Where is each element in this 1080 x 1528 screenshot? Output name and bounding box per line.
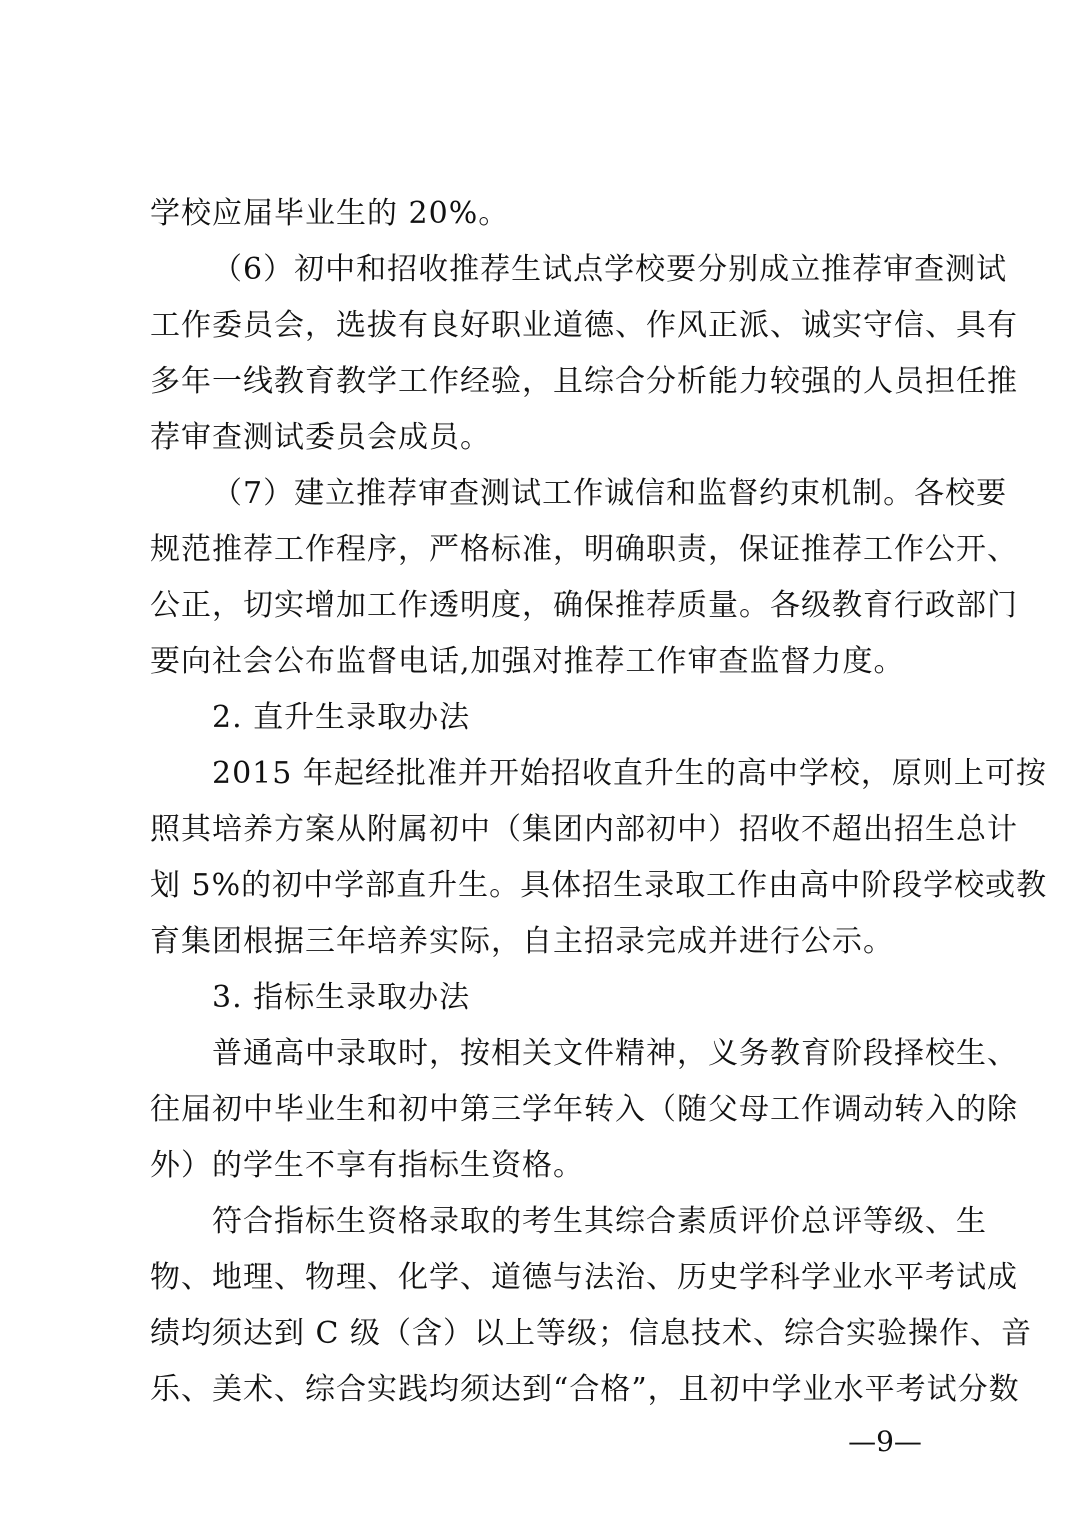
- text-line-1: 学校应届毕业生的 20%。: [150, 196, 510, 231]
- text-line-8: 公正，切实增加工作透明度，确保推荐质量。各级教育行政部门: [150, 588, 1018, 623]
- text-line-9: 要向社会公布监督电话,加强对推荐工作审查监督力度。: [150, 644, 905, 679]
- text-line-19: 符合指标生资格录取的考生其综合素质评价总评等级、生: [212, 1204, 987, 1239]
- text-line-5: 荐审查测试委员会成员。: [150, 420, 491, 455]
- text-line-6: （7）建立推荐审查测试工作诚信和监督约束机制。各校要: [212, 476, 1008, 511]
- text-line-17: 往届初中毕业生和初中第三学年转入（随父母工作调动转入的除: [150, 1092, 1018, 1127]
- text-line-4: 多年一线教育教学工作经验，且综合分析能力较强的人员担任推: [150, 364, 1018, 399]
- text-line-20: 物、地理、物理、化学、道德与法治、历史学科学业水平考试成: [150, 1260, 1018, 1295]
- text-line-18: 外）的学生不享有指标生资格。: [150, 1148, 584, 1183]
- text-line-14: 育集团根据三年培养实际，自主招录完成并进行公示。: [150, 924, 894, 959]
- text-line-7: 规范推荐工作程序，严格标准，明确职责，保证推荐工作公开、: [150, 532, 1018, 567]
- text-line-16: 普通高中录取时，按相关文件精神，义务教育阶段择校生、: [212, 1036, 1018, 1071]
- text-line-3: 工作委员会，选拔有良好职业道德、作风正派、诚实守信、具有: [150, 308, 1018, 343]
- text-line-12: 照其培养方案从附属初中（集团内部初中）招收不超出招生总计: [150, 812, 1018, 847]
- page-number: —9—: [848, 1425, 922, 1458]
- text-line-13: 划 5%的初中学部直升生。具体招生录取工作由高中阶段学校或教: [150, 868, 1048, 903]
- text-line-2: （6）初中和招收推荐生试点学校要分别成立推荐审查测试: [212, 252, 1008, 287]
- section-heading-direct-admission: 2. 直升生录取办法: [212, 700, 471, 735]
- text-line-11: 2015 年起经批准并开始招收直升生的高中学校，原则上可按: [212, 756, 1047, 791]
- text-line-22: 乐、美术、综合实践均须达到“合格”，且初中学业水平考试分数: [150, 1372, 1020, 1407]
- text-line-21: 绩均须达到 C 级（含）以上等级；信息技术、综合实验操作、音: [150, 1316, 1033, 1351]
- section-heading-quota-admission: 3. 指标生录取办法: [212, 980, 471, 1015]
